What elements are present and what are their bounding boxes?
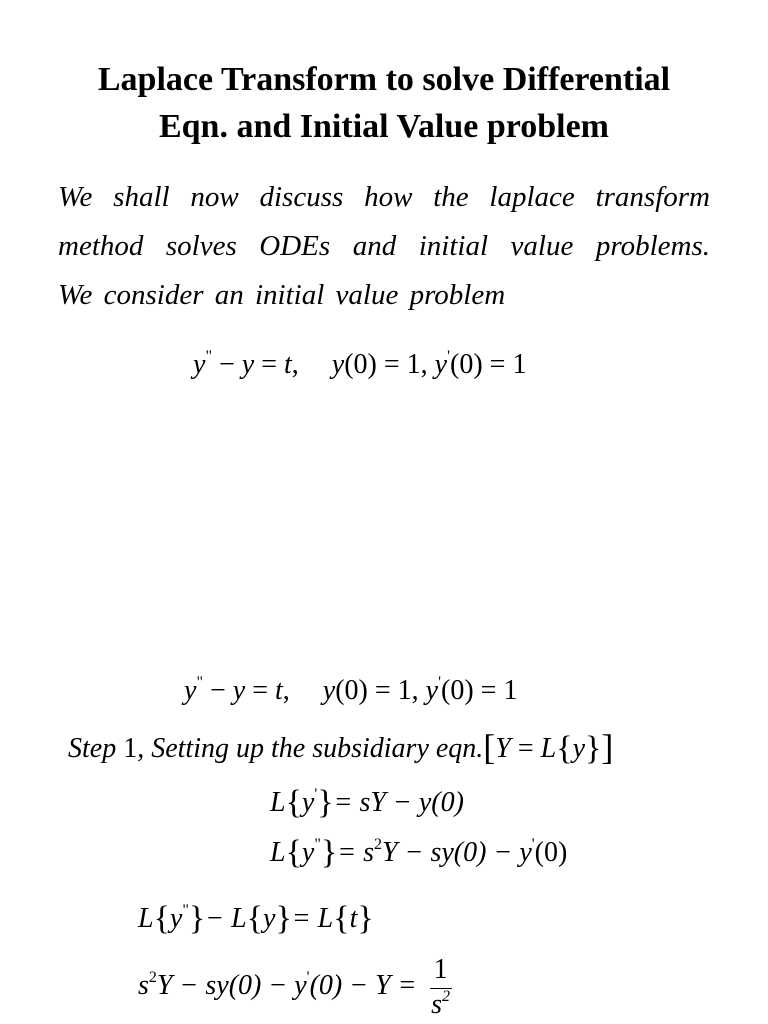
ivp-equation-2: y" − y = t, y(0) = 1, y'(0) = 1	[184, 674, 518, 706]
title-line-1: Laplace Transform to solve Differential	[97, 61, 671, 98]
intro-line-3: We consider an initial value problem	[58, 279, 506, 311]
transformed-equation: L{y"}− L{y}= L{t}	[138, 900, 374, 937]
subsidiary-equation: $s^2Y - sy(0) - y'(0) - Y$ = $\frac{1}{s^2}$	[138, 954, 451, 1020]
title-line-2: Eqn. and Initial Value problem	[158, 108, 610, 145]
intro-paragraph	[58, 173, 710, 320]
intro-line-2: method solves ODEs and initial value problems.	[58, 230, 710, 262]
intro-line-1: We shall now discuss how the laplace transform	[58, 181, 710, 213]
page-title	[0, 56, 768, 150]
step-1-heading: Step 1, Setting up the subsidiary eqn.[Y = L{y}]	[68, 727, 614, 767]
fraction-one-over-s-squared: $\frac{1}{s^2}$	[431, 954, 451, 1020]
ivp-equation-1: y" − y = t, y(0) = 1, y'(0) = 1	[193, 348, 527, 380]
transform-first-derivative: L{y'}= sY − y(0)	[270, 784, 464, 821]
transform-second-derivative: $L\{y^"\}= s^2Y - sy(0) - y'(0)$	[270, 834, 568, 871]
